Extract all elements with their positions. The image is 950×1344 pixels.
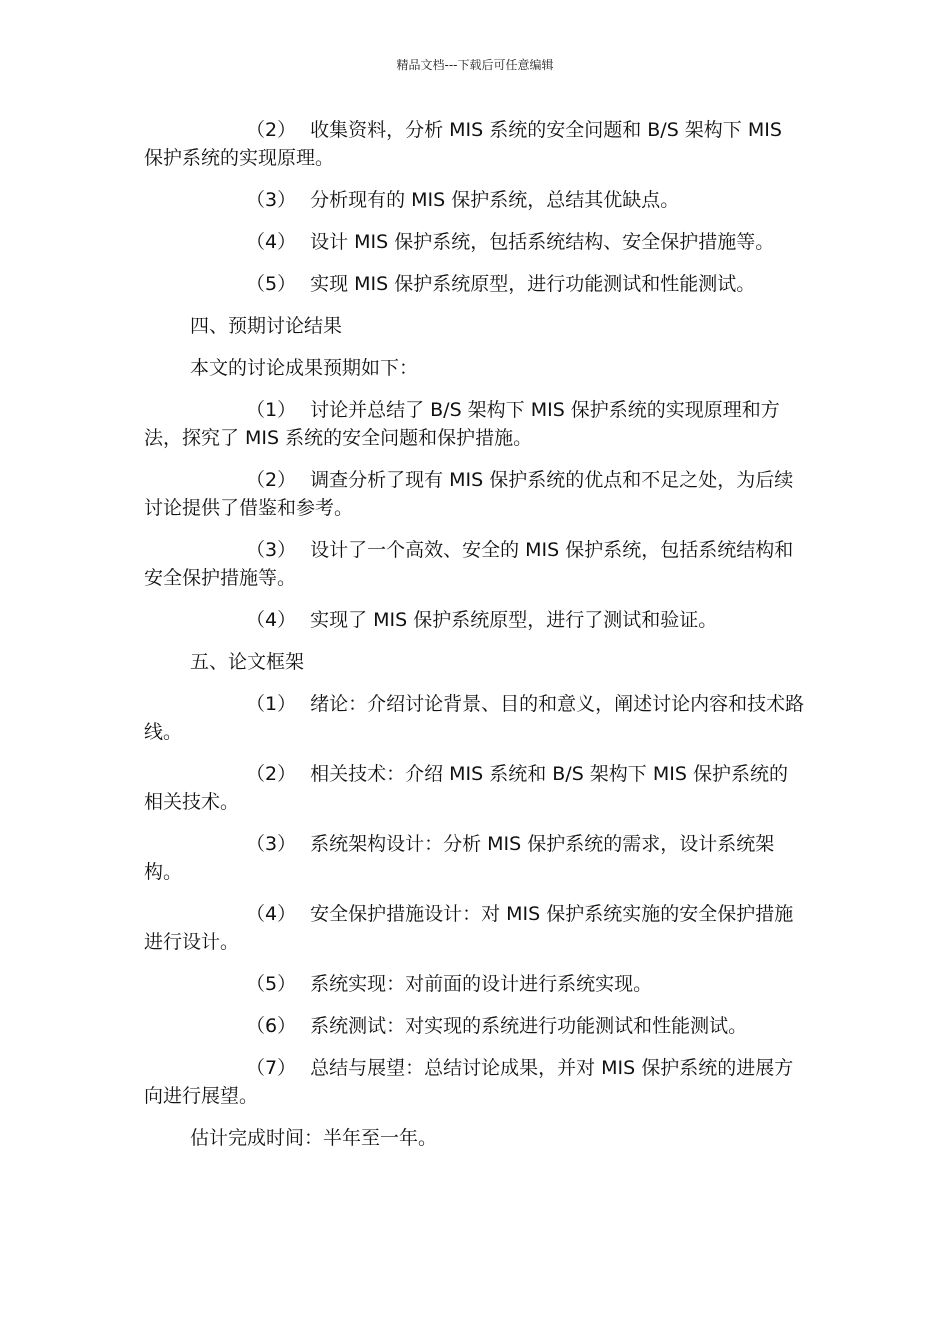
item-number: （7） [246,1057,297,1079]
item-number: （4） [246,231,297,253]
item-text: 实现 MIS 保护系统原型，进行功能测试和性能测试。 [310,273,756,295]
list-item [144,1012,806,1040]
item-number: （6） [246,1015,297,1037]
item-text: 总结与展望：总结讨论成果，并对 MIS 保护系统的进展方向进行展望。 [144,1057,794,1107]
item-number: （3） [246,833,297,855]
item-number: （3） [246,539,297,561]
item-text: 系统测试：对实现的系统进行功能测试和性能测试。 [310,1015,748,1037]
list-item [144,466,806,522]
list-item [144,1054,806,1110]
list-item [144,690,806,746]
list-item [144,606,806,634]
item-text: 系统实现：对前面的设计进行系统实现。 [310,973,653,995]
item-text: 相关技术：介绍 MIS 系统和 B/S 架构下 MIS 保护系统的相关技术。 [144,763,788,813]
item-text: 安全保护措施设计：对 MIS 保护系统实施的安全保护措施进行设计。 [144,903,794,953]
list-item [144,970,806,998]
list-item [144,760,806,816]
item-text: 设计了一个高效、安全的 MIS 保护系统，包括系统结构和安全保护措施等。 [144,539,794,589]
item-number: （3） [246,189,297,211]
item-number: （1） [246,399,297,421]
paragraph: 本文的讨论成果预期如下： [190,357,419,379]
item-text: 分析现有的 MIS 保护系统，总结其优缺点。 [310,189,680,211]
item-number: （2） [246,763,297,785]
paragraph: 估计完成时间：半年至一年。 [190,1127,438,1149]
list-item [144,228,806,256]
page-header: 精品文档---下载后可任意编辑 [396,58,554,72]
list-item [144,396,806,452]
section-heading: 五、论文框架 [190,651,305,673]
list-item [144,900,806,956]
list-item [144,830,806,886]
item-text: 设计 MIS 保护系统，包括系统结构、安全保护措施等。 [310,231,775,253]
item-text: 收集资料，分析 MIS 系统的安全问题和 B/S 架构下 MIS 保护系统的实现原理。 [144,119,782,169]
item-number: （1） [246,693,297,715]
item-text: 系统架构设计：分析 MIS 保护系统的需求，设计系统架构。 [144,833,775,883]
item-number: （4） [246,609,297,631]
item-text: 绪论：介绍讨论背景、目的和意义，阐述讨论内容和技术路线。 [144,693,805,743]
list-item [144,186,806,214]
item-number: （5） [246,973,297,995]
item-text: 实现了 MIS 保护系统原型，进行了测试和验证。 [310,609,718,631]
item-number: （2） [246,469,297,491]
item-text: 调查分析了现有 MIS 保护系统的优点和不足之处，为后续讨论提供了借鉴和参考。 [144,469,794,519]
document-body [144,116,806,1166]
item-number: （4） [246,903,297,925]
list-item [144,270,806,298]
item-text: 讨论并总结了 B/S 架构下 MIS 保护系统的实现原理和方法，探究了 MIS 系统的安全问题和保护措施。 [144,399,780,449]
item-number: （2） [246,119,297,141]
item-number: （5） [246,273,297,295]
list-item [144,536,806,592]
list-item [144,116,806,172]
section-heading: 四、预期讨论结果 [190,315,343,337]
